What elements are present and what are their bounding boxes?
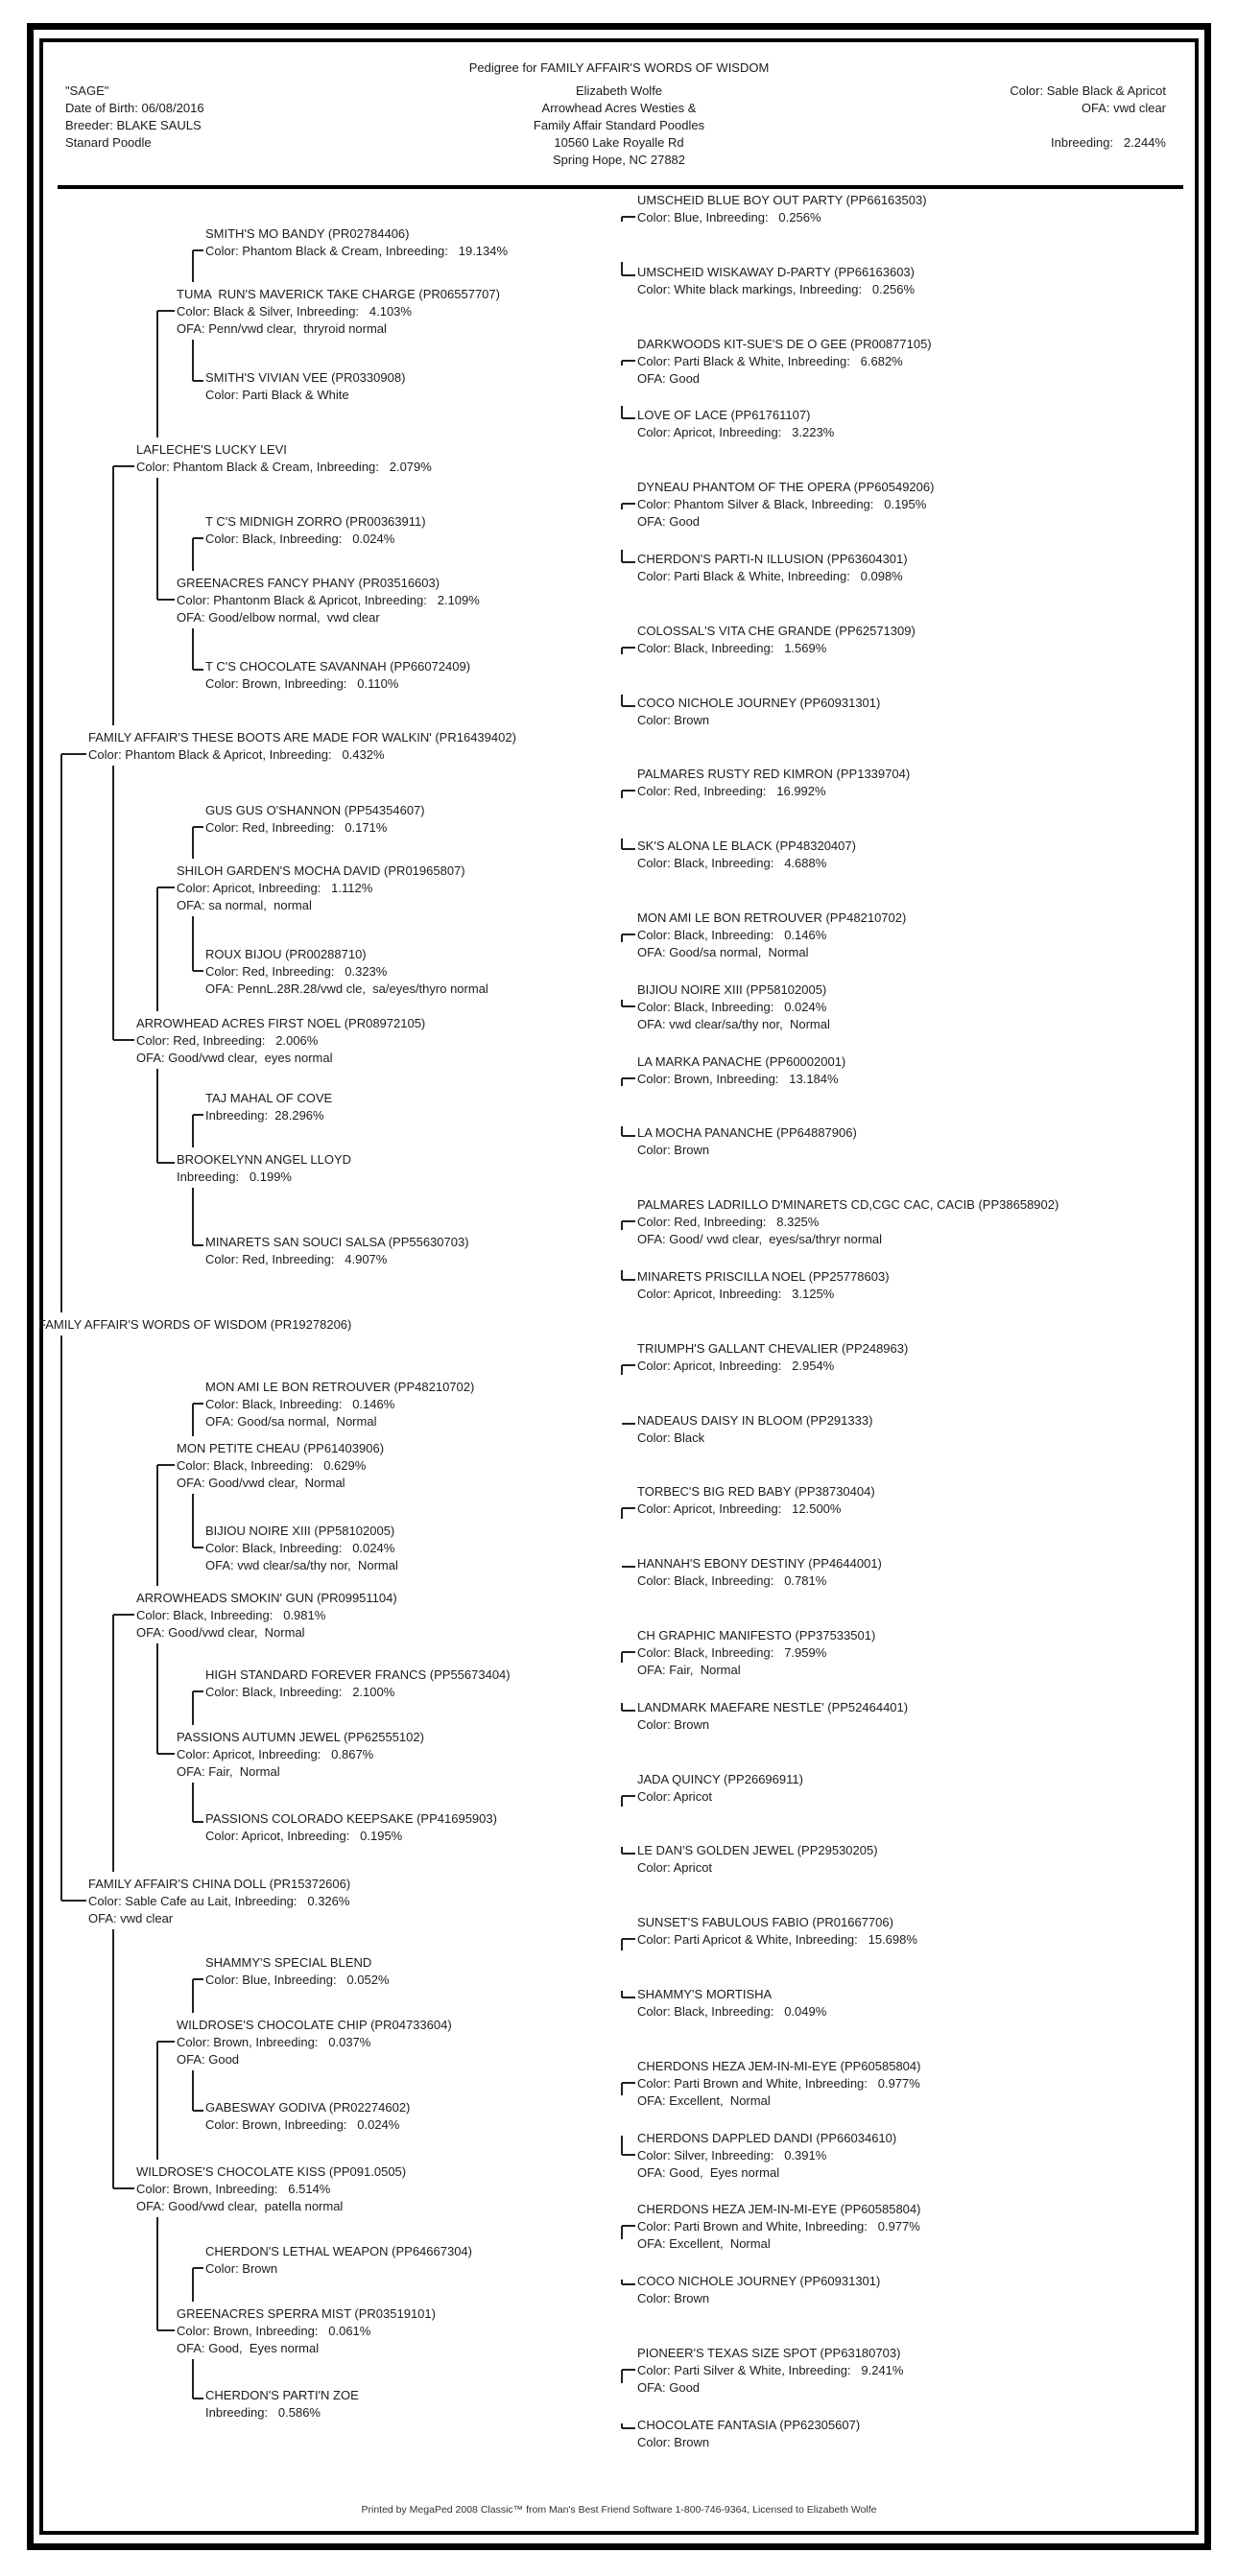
tree-tick-sire bbox=[622, 216, 635, 218]
entry-detail: OFA: Excellent, Normal bbox=[637, 2093, 771, 2108]
tree-tick-sire bbox=[622, 2082, 635, 2084]
entry-detail: Color: Phantom Black & Cream, Inbreeding: 19.134% bbox=[205, 244, 509, 258]
page-title: Pedigree for FAMILY AFFAIR'S WORDS OF WISDOM bbox=[468, 60, 770, 75]
entry-detail: Color: White black markings, Inbreeding: 0.256% bbox=[637, 282, 916, 296]
tree-connector-vertical bbox=[192, 1979, 194, 2013]
tree-connector-vertical bbox=[621, 1508, 623, 1519]
entry-detail: Color: Parti Black & White, Inbreeding: 6.682% bbox=[637, 354, 903, 368]
entry-detail: Color: Apricot, Inbreeding: 2.954% bbox=[637, 1359, 835, 1373]
tree-connector-vertical bbox=[621, 1000, 623, 1006]
tree-tick-dam bbox=[193, 1821, 203, 1823]
entry-detail: OFA: Good/vwd clear, Normal bbox=[177, 1476, 345, 1490]
entry-name: DYNEAU PHANTOM OF THE OPERA (PP60549206) bbox=[637, 480, 935, 494]
entry-detail: Color: Apricot bbox=[637, 1860, 713, 1875]
entry-detail: Color: Brown, Inbreeding: 13.184% bbox=[637, 1072, 839, 1086]
entry-detail: Color: Brown bbox=[637, 2435, 710, 2449]
tree-tick-dam bbox=[157, 1162, 175, 1164]
entry-detail: Color: Black & Silver, Inbreeding: 4.103% bbox=[177, 304, 412, 319]
entry-detail: Color: Parti Black & White bbox=[205, 388, 349, 402]
tree-tick-dam bbox=[622, 848, 635, 850]
tree-tick-dam bbox=[622, 1423, 635, 1425]
tree-tick-sire bbox=[193, 1114, 203, 1116]
entry-detail: Color: Parti Brown and White, Inbreeding: 0.977% bbox=[637, 2219, 920, 2233]
tree-connector-vertical bbox=[621, 550, 623, 562]
entry-detail: Color: Parti Black & White, Inbreeding: 0.098% bbox=[637, 569, 903, 583]
footer-note: Printed by MegaPed 2008 Classic™ from Man's Best Friend Software 1-800-746-9364, Licensed to Elizabeth Wolfe bbox=[361, 2504, 877, 2516]
tree-connector-vertical bbox=[621, 1221, 623, 1230]
entry-detail: Color: Apricot bbox=[637, 1789, 713, 1804]
entry-detail: Color: Black, Inbreeding: 0.981% bbox=[136, 1608, 326, 1622]
entry-detail: OFA: Good bbox=[637, 2380, 701, 2395]
tree-tick-sire bbox=[113, 465, 134, 467]
tree-connector-vertical bbox=[112, 1929, 114, 2188]
tree-tick-sire bbox=[622, 1651, 635, 1653]
tree-tick-dam bbox=[622, 1279, 635, 1281]
header-divider-rule bbox=[58, 185, 1183, 189]
tree-tick-sire bbox=[157, 2041, 175, 2043]
entry-name: PASSIONS AUTUMN JEWEL (PP62555102) bbox=[177, 1730, 424, 1744]
entry-detail: Color: Silver, Inbreeding: 0.391% bbox=[637, 2148, 827, 2162]
tree-tick-sire bbox=[622, 1507, 635, 1509]
entry-name: BIJIOU NOIRE XIII (PP58102005) bbox=[637, 982, 827, 997]
subject-breed: Stanard Poodle bbox=[65, 135, 152, 150]
tree-connector-vertical bbox=[621, 2226, 623, 2239]
tree-connector-vertical bbox=[156, 887, 158, 1011]
tree-tick-dam bbox=[193, 380, 203, 382]
entry-detail: OFA: Good, Eyes normal bbox=[637, 2165, 780, 2180]
tree-connector-vertical bbox=[621, 2423, 623, 2428]
entry-detail: Color: Brown, Inbreeding: 0.024% bbox=[205, 2117, 400, 2132]
tree-connector-vertical bbox=[621, 406, 623, 418]
entry-detail: Color: Red, Inbreeding: 0.323% bbox=[205, 964, 388, 979]
tree-connector-vertical bbox=[621, 504, 623, 509]
entry-detail: Inbreeding: 0.586% bbox=[205, 2405, 321, 2420]
entry-name: GABESWAY GODIVA (PR02274602) bbox=[205, 2100, 411, 2115]
entry-name: T C'S MIDNIGH ZORRO (PR00363911) bbox=[205, 514, 426, 529]
subject-ofa: OFA: vwd clear bbox=[1081, 101, 1166, 115]
entry-detail: Color: Apricot, Inbreeding: 3.125% bbox=[637, 1287, 835, 1301]
entry-detail: Color: Apricot, Inbreeding: 0.867% bbox=[177, 1747, 374, 1761]
tree-tick-dam bbox=[622, 2154, 635, 2156]
tree-connector-vertical bbox=[156, 1643, 158, 1754]
entry-name: FAMILY AFFAIR'S THESE BOOTS ARE MADE FOR WALKIN' (PR16439402) bbox=[88, 730, 516, 744]
entry-name: COLOSSAL'S VITA CHE GRANDE (PP62571309) bbox=[637, 624, 916, 638]
entry-name: SMITH'S MO BANDY (PR02784406) bbox=[205, 226, 410, 241]
entry-name: HANNAH'S EBONY DESTINY (PP4644001) bbox=[637, 1556, 882, 1571]
entry-name: CHERDON'S PARTI'N ZOE bbox=[205, 2388, 359, 2402]
entry-detail: OFA: Good bbox=[637, 514, 701, 529]
tree-connector-vertical bbox=[621, 934, 623, 942]
entry-detail: OFA: Fair, Normal bbox=[177, 1764, 280, 1779]
entry-name: CHERDON'S PARTI-N ILLUSION (PP63604301) bbox=[637, 552, 908, 566]
entry-detail: Color: Black, Inbreeding: 4.688% bbox=[637, 856, 827, 870]
entry-detail: Color: Black, Inbreeding: 2.100% bbox=[205, 1685, 395, 1699]
tree-tick-dam bbox=[193, 1547, 203, 1548]
entry-detail: Color: Parti Brown and White, Inbreeding: 0.977% bbox=[637, 2076, 920, 2091]
tree-connector-vertical bbox=[621, 217, 623, 222]
subject-inbreeding: Inbreeding: 2.244% bbox=[1051, 135, 1166, 150]
entry-detail: Color: Black, Inbreeding: 0.146% bbox=[637, 928, 827, 942]
entry-name: PALMARES RUSTY RED KIMRON (PP1339704) bbox=[637, 767, 911, 781]
tree-tick-sire bbox=[622, 1938, 635, 1940]
entry-name: FAMILY AFFAIR'S CHINA DOLL (PR15372606) bbox=[88, 1877, 351, 1891]
tree-tick-sire bbox=[622, 1364, 635, 1366]
tree-tick-dam bbox=[622, 1997, 635, 1998]
entry-detail: Color: Sable Cafe au Lait, Inbreeding: 0.326% bbox=[88, 1894, 350, 1908]
entry-detail: Color: Brown, Inbreeding: 0.037% bbox=[177, 2035, 371, 2049]
tree-tick-dam bbox=[622, 561, 635, 563]
tree-connector-vertical bbox=[192, 1783, 194, 1822]
tree-connector-vertical bbox=[192, 2268, 194, 2302]
kennel-name-2: Family Affair Standard Poodles bbox=[533, 118, 705, 132]
entry-name: TUMA RUN'S MAVERICK TAKE CHARGE (PR06557707) bbox=[177, 287, 500, 301]
entry-detail: OFA: Fair, Normal bbox=[637, 1663, 741, 1677]
tree-tick-dam bbox=[622, 1005, 635, 1007]
tree-connector-vertical bbox=[621, 2083, 623, 2095]
tree-tick-dam bbox=[622, 1710, 635, 1712]
entry-name: MON AMI LE BON RETROUVER (PP48210702) bbox=[205, 1380, 475, 1394]
entry-name: GUS GUS O'SHANNON (PP54354607) bbox=[205, 803, 425, 817]
entry-detail: Color: Blue, Inbreeding: 0.052% bbox=[205, 1973, 390, 1987]
entry-name: JADA QUINCY (PP26696911) bbox=[637, 1772, 803, 1786]
tree-tick-dam bbox=[157, 1753, 175, 1755]
tree-connector-vertical bbox=[621, 1847, 623, 1854]
tree-tick-sire bbox=[193, 537, 203, 539]
entry-name: LOVE OF LACE (PP61761107) bbox=[637, 408, 811, 422]
entry-detail: Color: Blue, Inbreeding: 0.256% bbox=[637, 210, 821, 225]
entry-name: SMITH'S VIVIAN VEE (PR0330908) bbox=[205, 370, 406, 385]
entry-detail: OFA: Good, Eyes normal bbox=[177, 2341, 320, 2355]
entry-name: LAFLECHE'S LUCKY LEVI bbox=[136, 442, 287, 457]
entry-name: SHAMMY'S SPECIAL BLEND bbox=[205, 1955, 372, 1970]
subject-details-block bbox=[782, 83, 1166, 152]
entry-detail: Color: Brown bbox=[637, 1717, 710, 1732]
tree-connector-vertical bbox=[621, 1703, 623, 1711]
tree-tick-sire bbox=[193, 249, 203, 251]
entry-name: HIGH STANDARD FOREVER FRANCS (PP55673404) bbox=[205, 1667, 511, 1682]
entry-detail: OFA: Good/vwd clear, Normal bbox=[136, 1625, 305, 1640]
tree-tick-sire bbox=[157, 886, 175, 888]
tree-tick-sire bbox=[193, 1690, 203, 1692]
entry-detail: Color: Black, Inbreeding: 1.569% bbox=[637, 641, 827, 655]
tree-connector-vertical bbox=[192, 340, 194, 381]
tree-connector-vertical bbox=[192, 827, 194, 859]
tree-tick-sire bbox=[622, 790, 635, 792]
entry-detail: Color: Apricot, Inbreeding: 12.500% bbox=[637, 1501, 842, 1516]
tree-tick-sire bbox=[193, 826, 203, 828]
entry-name: SHILOH GARDEN'S MOCHA DAVID (PR01965807) bbox=[177, 863, 465, 878]
tree-connector-vertical bbox=[621, 262, 623, 275]
entry-name: TAJ MAHAL OF COVE bbox=[205, 1091, 333, 1105]
entry-detail: Color: Brown bbox=[637, 2291, 710, 2305]
entry-name: COCO NICHOLE JOURNEY (PP60931301) bbox=[637, 2274, 881, 2288]
entry-detail: Color: Red, Inbreeding: 4.907% bbox=[205, 1252, 388, 1266]
entry-detail: Color: Phantom Black & Apricot, Inbreeding: 0.432% bbox=[88, 747, 385, 762]
entry-detail: Color: Red, Inbreeding: 8.325% bbox=[637, 1215, 820, 1229]
entry-detail: OFA: Good/vwd clear, patella normal bbox=[136, 2199, 344, 2213]
entry-detail: Color: Red, Inbreeding: 2.006% bbox=[136, 1033, 319, 1048]
tree-connector-vertical bbox=[156, 1465, 158, 1586]
entry-name: MINARETS SAN SOUCI SALSA (PP55630703) bbox=[205, 1235, 469, 1249]
tree-tick-sire bbox=[622, 1220, 635, 1222]
tree-tick-sire bbox=[193, 1978, 203, 1980]
tree-connector-vertical bbox=[621, 1652, 623, 1663]
entry-detail: Color: Apricot, Inbreeding: 3.223% bbox=[637, 425, 835, 439]
entry-detail: OFA: Good/sa normal, Normal bbox=[637, 945, 809, 959]
tree-tick-dam bbox=[61, 1900, 86, 1902]
tree-tick-dam bbox=[622, 1566, 635, 1568]
entry-detail: Color: Brown, Inbreeding: 0.061% bbox=[177, 2324, 371, 2338]
tree-connector-vertical bbox=[60, 1335, 62, 1901]
spacer-line bbox=[782, 117, 1166, 134]
tree-connector-vertical bbox=[621, 648, 623, 654]
entry-detail: Color: Brown bbox=[205, 2261, 278, 2276]
tree-connector-vertical bbox=[621, 695, 623, 706]
page-border-inner bbox=[39, 38, 1199, 2535]
tree-tick-sire bbox=[622, 2225, 635, 2227]
tree-connector-vertical bbox=[621, 1078, 623, 1086]
entry-name: NADEAUS DAISY IN BLOOM (PP291333) bbox=[637, 1413, 873, 1428]
tree-tick-dam bbox=[622, 1135, 635, 1137]
entry-detail: Color: Black, Inbreeding: 0.024% bbox=[637, 1000, 827, 1014]
entry-name: UMSCHEID BLUE BOY OUT PARTY (PP66163503) bbox=[637, 193, 927, 207]
entry-name: ARROWHEADS SMOKIN' GUN (PR09951104) bbox=[136, 1591, 397, 1605]
entry-detail: OFA: vwd clear/sa/thy nor, Normal bbox=[205, 1558, 398, 1572]
entry-name: BROOKELYNN ANGEL LLOYD bbox=[177, 1152, 352, 1167]
tree-tick-sire bbox=[113, 1614, 134, 1616]
entry-detail: OFA: Good/ vwd clear, eyes/sa/thryr normal bbox=[637, 1232, 883, 1246]
tree-connector-vertical bbox=[621, 2370, 623, 2383]
entry-detail: OFA: Penn/vwd clear, thryroid normal bbox=[177, 321, 387, 336]
tree-tick-dam bbox=[157, 599, 175, 601]
entry-detail: Color: Brown bbox=[637, 1143, 710, 1157]
entry-detail: Inbreeding: 28.296% bbox=[205, 1108, 324, 1123]
tree-tick-sire bbox=[622, 647, 635, 649]
entry-name: CHOCOLATE FANTASIA (PP62305607) bbox=[637, 2418, 861, 2432]
kennel-name-1: Arrowhead Acres Westies & bbox=[541, 101, 697, 115]
entry-name: CHERDONS DAPPLED DANDI (PP66034610) bbox=[637, 2131, 897, 2145]
entry-name: MON PETITE CHEAU (PP61403906) bbox=[177, 1441, 385, 1455]
tree-connector-vertical bbox=[621, 1126, 623, 1136]
tree-tick-sire bbox=[622, 934, 635, 935]
owner-name: Elizabeth Wolfe bbox=[575, 83, 663, 98]
entry-detail: Color: Apricot, Inbreeding: 1.112% bbox=[177, 881, 373, 895]
tree-tick-dam bbox=[622, 1853, 635, 1855]
entry-detail: Color: Black, Inbreeding: 0.024% bbox=[205, 532, 395, 546]
entry-detail: Color: Brown, Inbreeding: 0.110% bbox=[205, 676, 399, 691]
entry-detail: OFA: Excellent, Normal bbox=[637, 2236, 771, 2251]
tree-connector-vertical bbox=[112, 1615, 114, 1872]
entry-name: TORBEC'S BIG RED BABY (PP38730404) bbox=[637, 1484, 875, 1499]
entry-name: PALMARES LADRILLO D'MINARETS CD,CGC CAC, CACIB (PP38658902) bbox=[637, 1197, 1059, 1212]
tree-tick-sire bbox=[193, 2267, 203, 2269]
tree-connector-vertical bbox=[621, 1270, 623, 1280]
owner-info-block bbox=[427, 83, 811, 169]
entry-detail: OFA: vwd clear/sa/thy nor, Normal bbox=[637, 1017, 830, 1031]
entry-name: SHAMMY'S MORTISHA bbox=[637, 1987, 773, 2001]
tree-tick-dam bbox=[193, 1244, 203, 1246]
tree-tick-dam bbox=[193, 970, 203, 972]
entry-detail: OFA: Good/elbow normal, vwd clear bbox=[177, 610, 380, 625]
entry-detail: Color: Phantom Black & Cream, Inbreeding: 2.079% bbox=[136, 460, 432, 474]
entry-name: MINARETS PRISCILLA NOEL (PP25778603) bbox=[637, 1269, 890, 1284]
tree-tick-dam bbox=[622, 417, 635, 419]
entry-name: GREENACRES FANCY PHANY (PR03516603) bbox=[177, 576, 440, 590]
entry-detail: OFA: Good bbox=[637, 371, 701, 386]
tree-tick-dam bbox=[622, 2283, 635, 2285]
entry-detail: OFA: Good/sa normal, Normal bbox=[205, 1414, 377, 1429]
entry-name: LA MOCHA PANANCHE (PP64887906) bbox=[637, 1125, 857, 1140]
tree-connector-vertical bbox=[192, 628, 194, 670]
tree-connector-vertical bbox=[156, 2217, 158, 2330]
tree-connector-vertical bbox=[621, 2280, 623, 2284]
tree-connector-vertical bbox=[192, 538, 194, 571]
tree-connector-vertical bbox=[112, 766, 114, 1040]
entry-name: CHERDONS HEZA JEM-IN-MI-EYE (PP60585804) bbox=[637, 2059, 921, 2073]
entry-detail: Color: Black, Inbreeding: 0.146% bbox=[205, 1397, 395, 1411]
tree-tick-dam bbox=[193, 2110, 203, 2112]
subject-date-of-birth: Date of Birth: 06/08/2016 bbox=[65, 101, 204, 115]
tree-tick-dam bbox=[622, 705, 635, 707]
entry-name: CHERDON'S LETHAL WEAPON (PP64667304) bbox=[205, 2244, 472, 2258]
tree-connector-vertical bbox=[60, 754, 62, 1312]
tree-connector-vertical bbox=[621, 839, 623, 849]
entry-name: SUNSET'S FABULOUS FABIO (PR01667706) bbox=[637, 1915, 893, 1929]
entry-name: COCO NICHOLE JOURNEY (PP60931301) bbox=[637, 696, 881, 710]
entry-name: ROUX BIJOU (PR00288710) bbox=[205, 947, 367, 961]
tree-connector-vertical bbox=[621, 791, 623, 798]
entry-detail: Color: Parti Apricot & White, Inbreeding: 15.698% bbox=[637, 1932, 917, 1947]
tree-tick-sire bbox=[622, 360, 635, 362]
tree-tick-dam bbox=[157, 2329, 175, 2331]
owner-address: 10560 Lake Royalle Rd bbox=[554, 135, 684, 150]
entry-detail: OFA: Good/vwd clear, eyes normal bbox=[136, 1051, 333, 1065]
tree-connector-vertical bbox=[621, 1796, 623, 1807]
entry-name: GREENACRES SPERRA MIST (PR03519101) bbox=[177, 2306, 436, 2321]
tree-tick-dam bbox=[113, 1039, 134, 1041]
tree-tick-sire bbox=[622, 503, 635, 505]
tree-connector-vertical bbox=[192, 1115, 194, 1147]
subject-call-name: "SAGE" bbox=[65, 83, 109, 98]
entry-detail: Inbreeding: 0.199% bbox=[177, 1170, 292, 1184]
tree-tick-dam bbox=[193, 669, 203, 671]
entry-detail: Color: Phantom Silver & Black, Inbreeding: 0.195% bbox=[637, 497, 927, 511]
entry-detail: OFA: sa normal, normal bbox=[177, 898, 312, 912]
tree-connector-vertical bbox=[192, 2359, 194, 2399]
tree-tick-sire bbox=[157, 1464, 175, 1466]
tree-connector-vertical bbox=[156, 1069, 158, 1163]
tree-connector-vertical bbox=[192, 916, 194, 971]
tree-connector-vertical bbox=[192, 1494, 194, 1548]
entry-detail: Color: Brown, Inbreeding: 6.514% bbox=[136, 2182, 331, 2196]
entry-detail: OFA: PennL.28R.28/vwd cle, sa/eyes/thyro normal bbox=[205, 981, 488, 996]
tree-tick-dam bbox=[193, 2398, 203, 2399]
entry-detail: Color: Phantonm Black & Apricot, Inbreeding: 2.109% bbox=[177, 593, 480, 607]
tree-connector-vertical bbox=[192, 1404, 194, 1436]
entry-name: MON AMI LE BON RETROUVER (PP48210702) bbox=[637, 910, 907, 925]
tree-tick-sire bbox=[622, 2369, 635, 2371]
subject-info-block bbox=[65, 83, 204, 152]
tree-tick-dam bbox=[622, 274, 635, 276]
tree-tick-dam bbox=[622, 2427, 635, 2429]
entry-name: FAMILY AFFAIR'S WORDS OF WISDOM (PR19278206) bbox=[38, 1317, 352, 1332]
tree-connector-vertical bbox=[156, 2042, 158, 2160]
entry-detail: Color: Black, Inbreeding: 0.024% bbox=[205, 1541, 395, 1555]
entry-detail: Color: Black, Inbreeding: 0.049% bbox=[637, 2004, 827, 2019]
entry-name: LA MARKA PANACHE (PP60002001) bbox=[637, 1054, 846, 1069]
tree-tick-dam bbox=[113, 2187, 134, 2189]
owner-city-state: Spring Hope, NC 27882 bbox=[552, 153, 686, 167]
entry-name: PASSIONS COLORADO KEEPSAKE (PP41695903) bbox=[205, 1811, 497, 1826]
entry-detail: Color: Black, Inbreeding: 0.629% bbox=[177, 1458, 367, 1473]
entry-detail: OFA: Good bbox=[177, 2052, 240, 2067]
entry-name: ARROWHEAD ACRES FIRST NOEL (PR08972105) bbox=[136, 1016, 426, 1030]
entry-detail: Color: Red, Inbreeding: 0.171% bbox=[205, 820, 388, 835]
entry-name: SK'S ALONA LE BLACK (PP48320407) bbox=[637, 839, 856, 853]
entry-name: CHERDONS HEZA JEM-IN-MI-EYE (PP60585804) bbox=[637, 2202, 921, 2216]
tree-connector-vertical bbox=[621, 361, 623, 366]
subject-breeder: Breeder: BLAKE SAULS bbox=[65, 118, 202, 132]
tree-connector-vertical bbox=[621, 2136, 623, 2155]
tree-connector-vertical bbox=[621, 1365, 623, 1375]
entry-name: DARKWOODS KIT-SUE'S DE O GEE (PR00877105) bbox=[637, 337, 932, 351]
tree-connector-vertical bbox=[192, 2070, 194, 2111]
entry-name: CH GRAPHIC MANIFESTO (PP37533501) bbox=[637, 1628, 876, 1642]
entry-name: T C'S CHOCOLATE SAVANNAH (PP66072409) bbox=[205, 659, 471, 674]
tree-tick-sire bbox=[61, 753, 86, 755]
entry-detail: Color: Black bbox=[637, 1430, 705, 1445]
entry-name: WILDROSE'S CHOCOLATE KISS (PP091.0505) bbox=[136, 2164, 407, 2179]
entry-detail: Color: Parti Silver & White, Inbreeding: 9.241% bbox=[637, 2363, 904, 2377]
entry-detail: Color: Black, Inbreeding: 7.959% bbox=[637, 1645, 827, 1660]
tree-tick-sire bbox=[622, 1795, 635, 1797]
tree-connector-vertical bbox=[192, 250, 194, 282]
entry-detail: Color: Brown bbox=[637, 713, 710, 727]
tree-connector-vertical bbox=[112, 466, 114, 725]
tree-tick-sire bbox=[157, 310, 175, 312]
tree-tick-sire bbox=[622, 1077, 635, 1079]
entry-name: UMSCHEID WISKAWAY D-PARTY (PP66163603) bbox=[637, 265, 915, 279]
entry-name: LANDMARK MAEFARE NESTLE' (PP52464401) bbox=[637, 1700, 909, 1714]
tree-tick-sire bbox=[193, 1403, 203, 1405]
entry-name: TRIUMPH'S GALLANT CHEVALIER (PP248963) bbox=[637, 1341, 909, 1356]
entry-name: PIONEER'S TEXAS SIZE SPOT (PP63180703) bbox=[637, 2346, 901, 2360]
entry-name: LE DAN'S GOLDEN JEWEL (PP29530205) bbox=[637, 1843, 878, 1857]
subject-color: Color: Sable Black & Apricot bbox=[1010, 83, 1166, 98]
tree-connector-vertical bbox=[621, 1939, 623, 1950]
entry-name: BIJIOU NOIRE XIII (PP58102005) bbox=[205, 1524, 395, 1538]
tree-connector-vertical bbox=[192, 1188, 194, 1245]
tree-connector-vertical bbox=[156, 311, 158, 437]
entry-detail: Color: Apricot, Inbreeding: 0.195% bbox=[205, 1829, 403, 1843]
tree-connector-vertical bbox=[156, 478, 158, 600]
entry-detail: OFA: vwd clear bbox=[88, 1911, 174, 1926]
entry-detail: Color: Black, Inbreeding: 0.781% bbox=[637, 1573, 827, 1588]
tree-connector-vertical bbox=[621, 1991, 623, 1997]
entry-detail: Color: Red, Inbreeding: 16.992% bbox=[637, 784, 826, 798]
tree-connector-vertical bbox=[192, 1691, 194, 1725]
entry-name: WILDROSE'S CHOCOLATE CHIP (PR04733604) bbox=[177, 2018, 452, 2032]
